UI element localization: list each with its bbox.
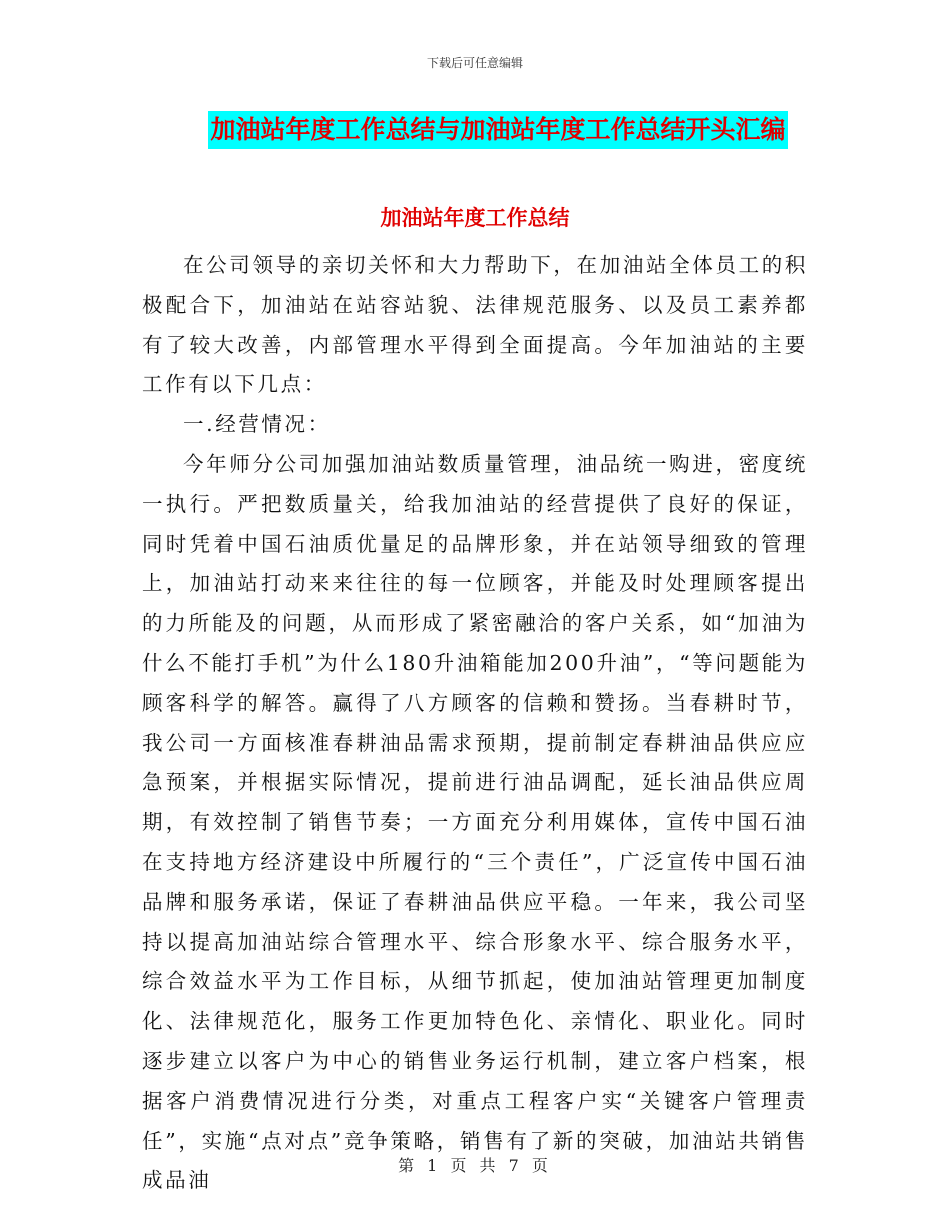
paragraph-heading-operations: 一.经营情况：	[183, 412, 331, 437]
main-title-container	[0, 111, 950, 149]
section-title: 加油站年度工作总结	[380, 206, 570, 230]
paragraph-operations: 今年师分公司加强加油站数质量管理，油品统一购进，密度统一执行。严把数质量关，给我加油站的经营提供了良好的保证，同时凭着中国石油质优量足的品牌形象，并在站领导细致的管理上，加油站打动来来往往的每一位顾客，并能及时处理顾客提出的力所能及的问题，从而形成了紧密融洽的客户关系，如“加油为什么不能打手机”为什么180升油箱能加200升油”，“等问题能为顾客科学的解答。赢得了八方顾客的信赖和赞扬。当春耕时节，我公司一方面核准春耕油品需求预期，提前制定春耕油品供应应急预案，并根据实际情况，提前进行油品调配，延长油品供应周期，有效控制了销售节奏；一方面充分利用媒体，宣传中国石油在支持地方经济建设中所履行的“三个责任”，广泛宣传中国石油品牌和服务承诺，保证了春耕油品供应平稳。一年来，我公司坚持以提高加油站综合管理水平、综合形象水平、综合服务水平，综合效益水平为工作目标，从细节抓起，使加油站管理更加制度化、法律规范化，服务工作更加特色化、亲情化、职业化。同时逐步建立以客户为中心的销售业务运行机制，建立客户档案，根据客户消费情况进行分类，对重点工程客户实“关键客户管理责任”，实施“点对点”竞争策略，销售有了新的突破，加油站共销售成品油	[142, 451, 808, 1193]
paragraph-intro: 在公司领导的亲切关怀和大力帮助下，在加油站全体员工的积极配合下，加油站在站容站貌、法律规范服务、以及员工素养都有了较大改善，内部管理水平得到全面提高。今年加油站的主要工作有以下几点：	[142, 253, 808, 397]
page-number: 第 1 页 共 7 页	[398, 1156, 552, 1175]
header-note: 下载后可任意编辑	[426, 56, 523, 70]
main-title: 加油站年度工作总结与加油站年度工作总结开头汇编	[208, 111, 787, 149]
document-body	[142, 246, 808, 1201]
